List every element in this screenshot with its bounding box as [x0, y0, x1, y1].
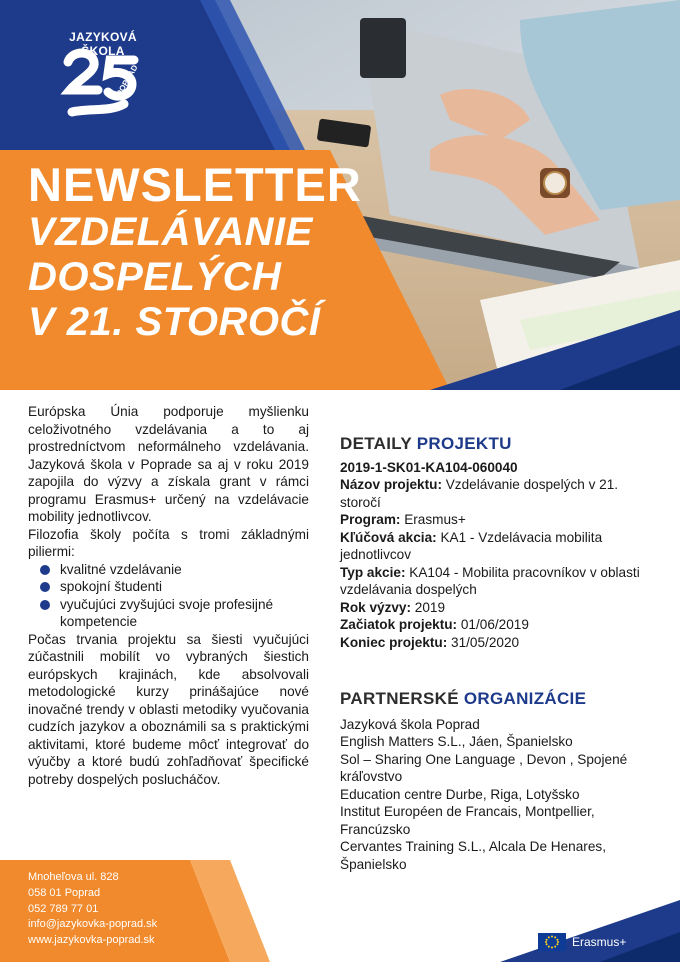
contact-info: [28, 870, 157, 949]
bullet-dot-icon: [40, 582, 50, 592]
contact-city: 058 01 Poprad: [28, 886, 101, 899]
bullet-dot-icon: [40, 600, 50, 610]
intro-column: [28, 403, 309, 788]
detail-row: Koniec projektu: 31/05/2020: [340, 634, 520, 650]
bullet-dot-icon: [40, 565, 50, 575]
partner-organizations: [340, 690, 658, 873]
headline-line-3: V 21. STOROČÍ: [28, 300, 321, 344]
contact-phone: 052 789 77 01: [28, 902, 99, 915]
intro-paragraph-3: Počas trvania projektu sa šiesti vyučujúci zúčastnili mobilít vo vybraných šiestich európskych krajinách, kde absolvovali metodologické kurzy prinášajúce nové inovačné trendy v oblasti metodiky vyučovania cudzích jazykov a oboznámili sa s praktickými aktivitami, ktoré budeme môcť integrovať do výučby a ktoré budú zohľadňovať špecifické potreby dospelých poslucháčov.: [28, 631, 309, 787]
list-item: kvalitné vzdelávanie: [28, 561, 309, 579]
list-item: vyučujúci zvyšujúci svoje profesijné kompetencie: [28, 596, 309, 631]
detail-row: Kľúčová akcia: KA1 - Vzdelávacia mobilita jednotlivcov: [340, 529, 603, 562]
contact-street: Mnoheľova ul. 828: [28, 871, 119, 883]
headline-title: NEWSLETTER: [28, 158, 362, 211]
erasmus-logo: [538, 933, 626, 951]
contact-website[interactable]: www.jazykovka-poprad.sk: [28, 934, 155, 947]
project-code: 2019-1-SK01-KA104-060040: [340, 459, 518, 475]
contact-email[interactable]: info@jazykovka-poprad.sk: [28, 918, 158, 931]
list-item: Cervantes Training S.L., Alcala De Henares, Španielsko: [340, 839, 606, 872]
eu-flag-icon: [538, 933, 566, 951]
list-item: Sol – Sharing One Language , Devon , Spojené kráľovstvo: [340, 751, 628, 784]
partners-heading: PARTNERSKÉ ORGANIZÁCIE: [340, 689, 587, 708]
details-heading: DETAILY PROJEKTU: [340, 434, 512, 453]
pillars-list: [28, 561, 309, 631]
list-item: spokojní študenti: [28, 578, 309, 596]
list-item: English Matters S.L., Jáen, Španielsko: [340, 734, 573, 749]
detail-row: Názov projektu: Vzdelávanie dospelých v 21. storočí: [340, 477, 619, 510]
detail-row: Rok výzvy: 2019: [340, 599, 446, 615]
list-item: Institut Européen de Francais, Montpellier, Francúzsko: [340, 804, 595, 837]
headline-line-2: DOSPELÝCH: [28, 255, 282, 299]
list-item: Education centre Durbe, Riga, Lotyšsko: [340, 786, 580, 802]
erasmus-label: Erasmus+: [572, 935, 627, 949]
list-item: Jazyková škola Poprad: [340, 716, 480, 732]
brand-city: POPRAD: [114, 63, 140, 98]
intro-paragraph-1: Európska Únia podporuje myšlienku celoživotného vzdelávania a to aj prostredníctvom neformálneho vzdelávania. Jazyková škola v Poprade sa aj v roku 2019 zapojila do výzvy a získala grant v rámci programu Erasmus+ určený na vzdelávacie mobility jednotlivcov.: [28, 404, 309, 524]
detail-row: Začiatok projektu: 01/06/2019: [340, 617, 529, 632]
detail-row: Typ akcie: KA104 - Mobilita pracovníkov v oblasti vzdelávania dospelých: [340, 564, 640, 597]
school-logo: [48, 30, 158, 98]
project-details: [340, 435, 655, 651]
intro-paragraph-2: Filozofia školy počíta s tromi základnými piliermi:: [28, 526, 309, 559]
headline: [28, 160, 362, 345]
headline-line-1: VZDELÁVANIE: [28, 210, 313, 254]
brand-name: JAZYKOVÁ ŠKOLA: [69, 30, 137, 58]
detail-row: Program: Erasmus+: [340, 512, 466, 527]
